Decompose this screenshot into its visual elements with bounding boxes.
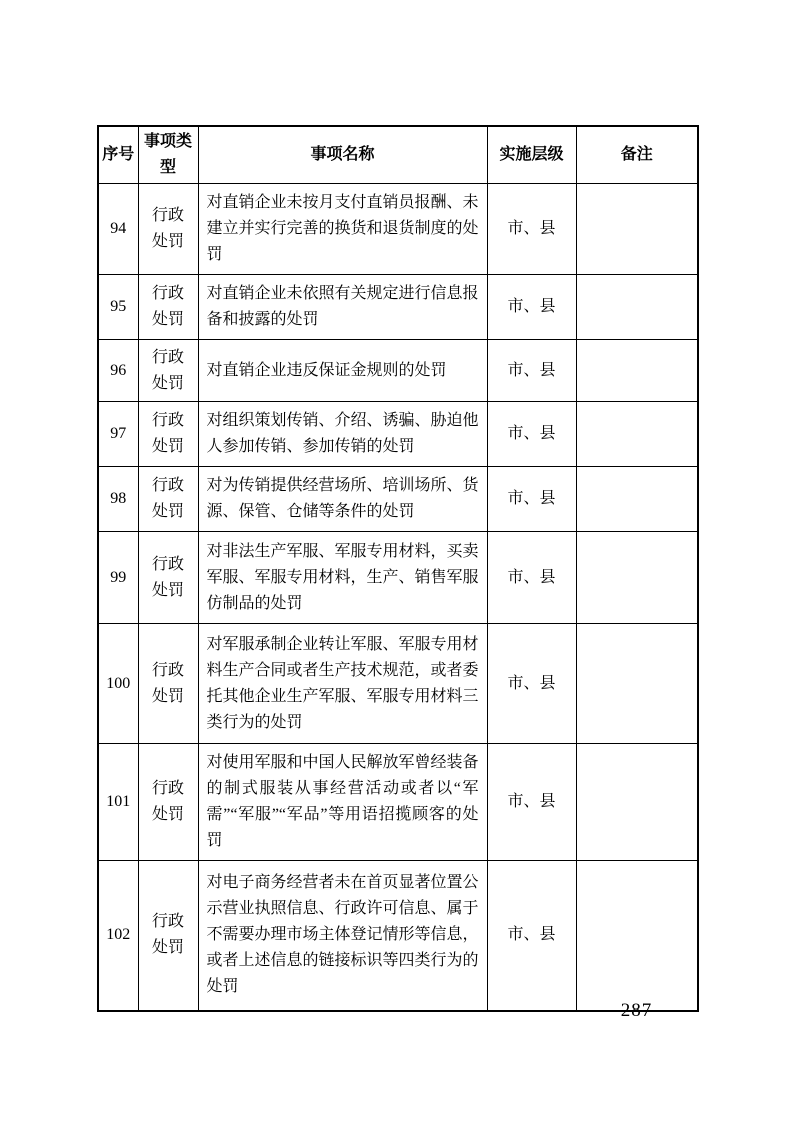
item-name-cell: 对非法生产军服、军服专用材料，买卖军服、军服专用材料，生产、销售军服仿制品的处罚 (198, 532, 487, 624)
page-number: — 287 — (595, 1000, 678, 1021)
serial-number-cell: 101 (98, 744, 138, 861)
item-type-cell: 行政处罚 (138, 532, 198, 624)
column-header-serial-number: 序号 (98, 126, 138, 184)
item-name-cell: 对直销企业违反保证金规则的处罚 (198, 340, 487, 402)
remarks-cell (576, 402, 698, 467)
column-header-item-type: 事项类型 (138, 126, 198, 184)
table-header-row (98, 126, 698, 184)
item-name-cell: 对电子商务经营者未在首页显著位置公示营业执照信息、行政许可信息、属于不需要办理市场主体登记情形等信息，或者上述信息的链接标识等四类行为的处罚 (198, 861, 487, 1011)
column-header-implementation-level: 实施层级 (487, 126, 576, 184)
serial-number-cell: 98 (98, 467, 138, 532)
item-type-cell: 行政处罚 (138, 624, 198, 744)
remarks-cell (576, 861, 698, 1011)
item-name-cell: 对使用军服和中国人民解放军曾经装备的制式服装从事经营活动或者以“军需”“军服”“军品”等用语招揽顾客的处罚 (198, 744, 487, 861)
remarks-cell (576, 532, 698, 624)
table-row (98, 467, 698, 532)
implementation-level-cell: 市、县 (487, 624, 576, 744)
item-type-cell: 行政处罚 (138, 275, 198, 340)
item-type-cell: 行政处罚 (138, 402, 198, 467)
implementation-level-cell: 市、县 (487, 402, 576, 467)
serial-number-cell: 99 (98, 532, 138, 624)
column-header-remarks: 备注 (576, 126, 698, 184)
implementation-level-cell: 市、县 (487, 275, 576, 340)
serial-number-cell: 100 (98, 624, 138, 744)
table-row (98, 402, 698, 467)
serial-number-cell: 94 (98, 184, 138, 275)
table-row (98, 861, 698, 1011)
remarks-cell (576, 340, 698, 402)
serial-number-cell: 95 (98, 275, 138, 340)
implementation-level-cell: 市、县 (487, 340, 576, 402)
remarks-cell (576, 467, 698, 532)
table-row (98, 624, 698, 744)
serial-number-cell: 97 (98, 402, 138, 467)
column-header-item-name: 事项名称 (198, 126, 487, 184)
item-type-cell: 行政处罚 (138, 184, 198, 275)
serial-number-cell: 96 (98, 340, 138, 402)
table-row (98, 184, 698, 275)
item-type-cell: 行政处罚 (138, 744, 198, 861)
implementation-level-cell: 市、县 (487, 532, 576, 624)
implementation-level-cell: 市、县 (487, 467, 576, 532)
table-row (98, 744, 698, 861)
implementation-level-cell: 市、县 (487, 861, 576, 1011)
table-row (98, 340, 698, 402)
table-row (98, 275, 698, 340)
remarks-cell (576, 744, 698, 861)
item-type-cell: 行政处罚 (138, 861, 198, 1011)
items-table (97, 125, 699, 1012)
remarks-cell (576, 624, 698, 744)
item-name-cell: 对直销企业未按月支付直销员报酬、未建立并实行完善的换货和退货制度的处罚 (198, 184, 487, 275)
item-type-cell: 行政处罚 (138, 467, 198, 532)
remarks-cell (576, 184, 698, 275)
item-name-cell: 对直销企业未依照有关规定进行信息报备和披露的处罚 (198, 275, 487, 340)
implementation-level-cell: 市、县 (487, 184, 576, 275)
serial-number-cell: 102 (98, 861, 138, 1011)
implementation-level-cell: 市、县 (487, 744, 576, 861)
item-name-cell: 对组织策划传销、介绍、诱骗、胁迫他人参加传销、参加传销的处罚 (198, 402, 487, 467)
remarks-cell (576, 275, 698, 340)
item-type-cell: 行政处罚 (138, 340, 198, 402)
table-row (98, 532, 698, 624)
item-name-cell: 对为传销提供经营场所、培训场所、货源、保管、仓储等条件的处罚 (198, 467, 487, 532)
item-name-cell: 对军服承制企业转让军服、军服专用材料生产合同或者生产技术规范，或者委托其他企业生产军服、军服专用材料三类行为的处罚 (198, 624, 487, 744)
